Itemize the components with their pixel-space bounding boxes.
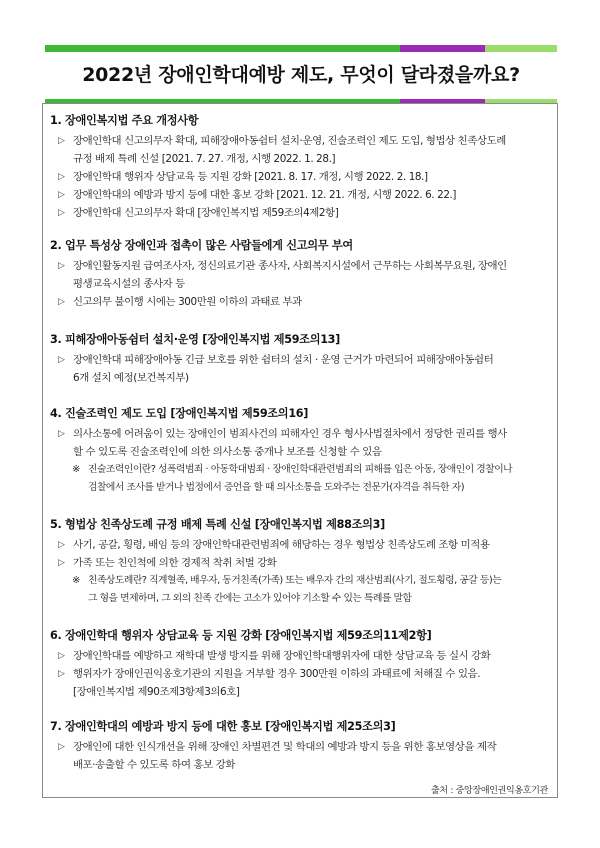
section-6 (50, 628, 550, 701)
list-item-continuation: 할 수 있도록 진술조력인에 의한 의사소통 중개나 보조를 신청할 수 있음 (73, 446, 382, 458)
reference-mark-icon: ※ (72, 464, 80, 475)
list-item: ▷ 의사소통에 어려움이 있는 장애인이 범죄사건의 피해자인 경우 형사사법절차에서 정당한 권리를 행사 (50, 425, 550, 443)
triangle-bullet-icon: ▷ (58, 136, 65, 146)
note-continuation: 그 형을 면제하며, 그 외의 친족 간에는 고소가 있어야 기소할 수 있는 특례를 말함 (88, 593, 412, 604)
section-3 (50, 332, 550, 387)
list-item-continuation: 평생교육시설의 종사자 등 (73, 278, 185, 290)
section-heading: 5. 형법상 친족상도례 규정 배제 특례 신설 [장애인복지법 제88조의3] (50, 518, 385, 531)
section-2 (50, 238, 550, 311)
section-1 (50, 113, 550, 222)
triangle-bullet-icon: ▷ (58, 429, 65, 439)
list-item: ▷ 장애인학대 피해장애아동 긴급 보호를 위한 쉼터의 설치 · 운영 근거가 마련되어 피해장애아동쉼터 (50, 351, 550, 369)
triangle-bullet-icon: ▷ (58, 297, 65, 307)
triangle-bullet-icon: ▷ (58, 669, 65, 679)
section-heading: 1. 장애인복지법 주요 개정사항 (50, 114, 199, 127)
section-heading: 6. 장애인학대 행위자 상담교육 등 지원 강화 [장애인복지법 제59조의11제2항] (50, 629, 432, 642)
list-item-continuation: 6개 설치 예정(보건복지부) (73, 372, 189, 384)
triangle-bullet-icon: ▷ (58, 651, 65, 661)
section-heading: 4. 진술조력인 제도 도입 [장애인복지법 제59조의16] (50, 407, 309, 420)
section-heading: 2. 업무 특성상 장애인과 접촉이 많은 사람들에게 신고의무 부여 (50, 239, 353, 252)
reference-mark-icon: ※ (72, 575, 80, 586)
list-item: ▷ 가족 또는 친인척에 의한 경제적 착취 처벌 강화 (50, 554, 550, 572)
list-item: ▷ 장애인학대를 예방하고 재학대 발생 방지를 위해 장애인학대행위자에 대한 상담교육 등 실시 강화 (50, 647, 550, 665)
note-item: ※ 친족상도례란? 직계혈족, 배우자, 동거친족(가족) 또는 배우자 간의 재산범죄(사기, 절도횡령, 공갈 등)는 (50, 572, 550, 590)
section-5 (50, 517, 550, 608)
list-item: ▷ 신고의무 불이행 시에는 300만원 이하의 과태료 부과 (50, 293, 550, 311)
list-item: ▷ 장애인에 대한 인식개선을 위해 장애인 차별편견 및 학대의 예방과 방지 등을 위한 홍보영상을 제작 (50, 738, 550, 756)
list-item: ▷ 장애인활동지원 급여조사자, 정신의료기관 종사자, 사회복지시설에서 근무하는 사회복무요원, 장애인 (50, 257, 550, 275)
list-item-continuation: 규정 배제 특례 신설 [2021. 7. 27. 개정, 시행 2022. 1. 28.] (73, 153, 336, 165)
triangle-bullet-icon: ▷ (58, 558, 65, 568)
list-item: ▷ 장애인학대의 예방과 방지 등에 대한 홍보 강화 [2021. 12. 21. 개정, 시행 2022. 6. 22.] (50, 186, 550, 204)
list-item: ▷ 장애인학대 신고의무자 확대 [장애인복지법 제59조의4제2항] (50, 204, 550, 222)
triangle-bullet-icon: ▷ (58, 540, 65, 550)
list-item: ▷ 장애인학대 신고의무자 확대, 피해장애아동쉼터 설치·운영, 진술조력인 제도 도입, 형법상 친족상도례 (50, 132, 550, 150)
page-title: 2022년 장애인학대예방 제도, 무엇이 달라졌을까요? (82, 64, 520, 86)
triangle-bullet-icon: ▷ (58, 261, 65, 271)
note-item: ※ 진술조력인이란? 성폭력범죄 · 아동학대범죄 · 장애인학대관련범죄의 피해를 입은 아동, 장애인이 경찰이나 (50, 461, 550, 479)
list-item-continuation: 배포·송출할 수 있도록 하여 홍보 강화 (73, 759, 235, 771)
list-item-continuation: [장애인복지법 제90조제3항제3의6호] (73, 686, 240, 698)
triangle-bullet-icon: ▷ (58, 355, 65, 365)
top-color-bar (45, 45, 557, 52)
section-heading: 7. 장애인학대의 예방과 방지 등에 대한 홍보 [장애인복지법 제25조의3] (50, 720, 396, 733)
triangle-bullet-icon: ▷ (58, 190, 65, 200)
triangle-bullet-icon: ▷ (58, 742, 65, 752)
list-item: ▷ 장애인학대 행위자 상담교육 등 지원 강화 [2021. 8. 17. 개정, 시행 2022. 2. 18.] (50, 168, 550, 186)
note-continuation: 검찰에서 조사를 받거나 법정에서 증언을 할 때 의사소통을 도와주는 전문가(자격을 취득한 자) (88, 482, 465, 493)
section-4 (50, 406, 550, 497)
triangle-bullet-icon: ▷ (58, 208, 65, 218)
source-credit: 출처 : 중앙장애인권익옹호기관 (431, 786, 548, 796)
section-heading: 3. 피해장애아동쉼터 설치·운영 [장애인복지법 제59조의13] (50, 333, 340, 346)
list-item: ▷ 행위자가 장애인권익옹호기관의 지원을 거부할 경우 300만원 이하의 과태료에 처해질 수 있음. (50, 665, 550, 683)
triangle-bullet-icon: ▷ (58, 172, 65, 182)
section-7 (50, 719, 550, 774)
list-item: ▷ 사기, 공갈, 횡령, 배임 등의 장애인학대관련범죄에 해당하는 경우 형법상 친족상도례 조항 미적용 (50, 536, 550, 554)
